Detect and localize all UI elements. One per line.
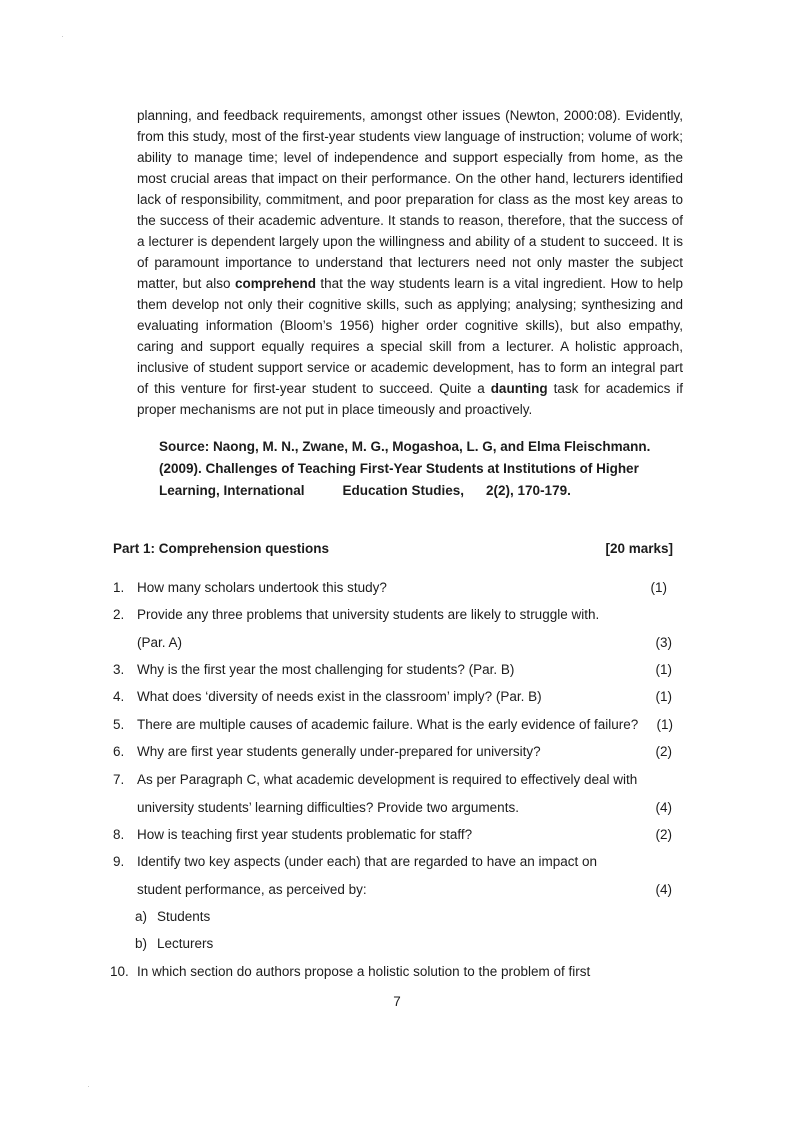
question-text: Identify two key aspects (under each) that are regarded to have an impact on xyxy=(137,854,598,869)
scan-speck xyxy=(62,36,63,37)
question-mark: (1) xyxy=(655,662,672,677)
section-heading xyxy=(113,541,673,556)
sub-item-text: Students xyxy=(157,909,211,924)
question-text: student performance, as perceived by: xyxy=(137,882,367,897)
question-mark: (1) xyxy=(650,580,667,595)
scan-speck xyxy=(88,1086,89,1087)
question-number: 3. xyxy=(113,662,125,677)
question-item-continued xyxy=(113,879,676,901)
citation-line xyxy=(159,480,659,502)
question-text: In which section do authors propose a holistic solution to the problem of first xyxy=(137,964,591,979)
question-mark: (1) xyxy=(655,689,672,704)
sub-item xyxy=(135,933,213,955)
paragraph-text: task for academics if proper mechanisms are not put in place timeously and proactively. xyxy=(137,381,683,417)
question-text: Why is the first year the most challenging for students? (Par. B) xyxy=(137,662,515,677)
question-text: Provide any three problems that university students are likely to struggle with. xyxy=(137,607,600,622)
question-text: What does ‘diversity of needs exist in the classroom’ imply? (Par. B) xyxy=(137,689,542,704)
question-text: (Par. A) xyxy=(137,635,183,650)
question-number: 5. xyxy=(113,717,125,732)
citation-fragment: Education Studies, xyxy=(342,483,465,498)
question-item xyxy=(113,714,676,736)
question-number: 10. xyxy=(110,964,129,979)
question-number: 8. xyxy=(113,827,125,842)
section-marks: [20 marks] xyxy=(605,541,673,556)
body-paragraph xyxy=(137,105,683,420)
question-item xyxy=(113,769,676,791)
citation-line: Source: Naong, M. N., Zwane, M. G., Mogashoa, L. G, and Elma Fleischmann. xyxy=(159,439,651,454)
question-mark: (3) xyxy=(655,635,672,650)
question-item xyxy=(113,659,676,681)
question-item xyxy=(113,604,676,626)
question-item xyxy=(113,741,676,763)
paragraph-text: planning, and feedback requirements, amongst other issues (Newton, 2000:08). Evidently, from this study, most of the first-year students view language of instruction; volume of work; ability to manage time; level of independence and support especially from home, as the most crucial areas that impact on their performance. On the other hand, lecturers identified lack of responsibility, commitment, and poor preparation for class as the most key areas to the success of their academic adventure. It stands to reason, therefore, that the success of a lecturer is dependent largely upon the willingness and ability of a student to succeed. It is of paramount importance to understand that lecturers need not only master the subject matter, but also xyxy=(137,108,683,291)
section-title: Part 1: Comprehension questions xyxy=(113,541,330,556)
sub-item-letter: a) xyxy=(135,909,148,924)
question-mark: (2) xyxy=(655,744,672,759)
citation-fragment: 2(2), 170-179. xyxy=(486,483,571,498)
question-item xyxy=(110,961,676,983)
question-text: How is teaching first year students problematic for staff? xyxy=(137,827,473,842)
sub-item-text: Lecturers xyxy=(157,936,214,951)
question-item xyxy=(113,851,676,873)
question-item xyxy=(113,824,676,846)
paragraph-text: that the way students learn is a vital ingredient. How to help them develop not only their cognitive skills, such as applying; analysing; synthesizing and evaluating information (Bloom’s 1956) higher order cognitive skills), but also empathy, caring and support equally requires a special skill from a lecturer. A holistic approach, inclusive of student support service or academic development, has to form an integral part of this venture for first-year student to succeed. Quite a xyxy=(137,276,683,396)
question-item-continued xyxy=(113,797,676,819)
question-mark: (2) xyxy=(655,827,672,842)
citation-fragment: Learning, International xyxy=(159,483,305,498)
citation-line: (2009). Challenges of Teaching First-Year Students at Institutions of Higher xyxy=(159,461,639,476)
question-number: 4. xyxy=(113,689,125,704)
question-item xyxy=(113,686,676,708)
page-number: 7 xyxy=(393,994,401,1009)
question-text: There are multiple causes of academic failure. What is the early evidence of failure? xyxy=(137,717,639,732)
question-item-continued xyxy=(113,632,676,654)
paragraph-emphasis: daunting xyxy=(490,381,548,396)
question-text: Why are first year students generally under-prepared for university? xyxy=(137,744,541,759)
sub-item-letter: b) xyxy=(135,936,148,951)
sub-item xyxy=(135,906,210,928)
question-mark: (1) xyxy=(656,717,673,732)
question-number: 6. xyxy=(113,744,125,759)
question-mark: (4) xyxy=(655,882,672,897)
source-citation xyxy=(159,436,659,502)
question-text: As per Paragraph C, what academic development is required to effectively deal with xyxy=(137,772,638,787)
question-text: How many scholars undertook this study? xyxy=(137,580,387,595)
question-number: 7. xyxy=(113,772,125,787)
question-number: 2. xyxy=(113,607,125,622)
question-mark: (4) xyxy=(655,800,672,815)
question-number: 9. xyxy=(113,854,125,869)
paragraph-emphasis: comprehend xyxy=(234,276,316,291)
question-item xyxy=(113,577,676,599)
question-text: university students’ learning difficulties? Provide two arguments. xyxy=(137,800,519,815)
question-number: 1. xyxy=(113,580,125,595)
